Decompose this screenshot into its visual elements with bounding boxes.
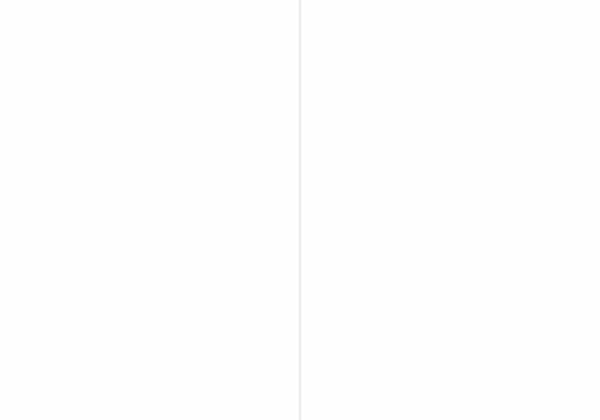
right-page bbox=[300, 0, 600, 420]
left-folio bbox=[58, 397, 66, 406]
right-folio bbox=[532, 397, 540, 406]
left-page-text bbox=[60, 52, 272, 378]
right-page-text bbox=[328, 52, 542, 378]
